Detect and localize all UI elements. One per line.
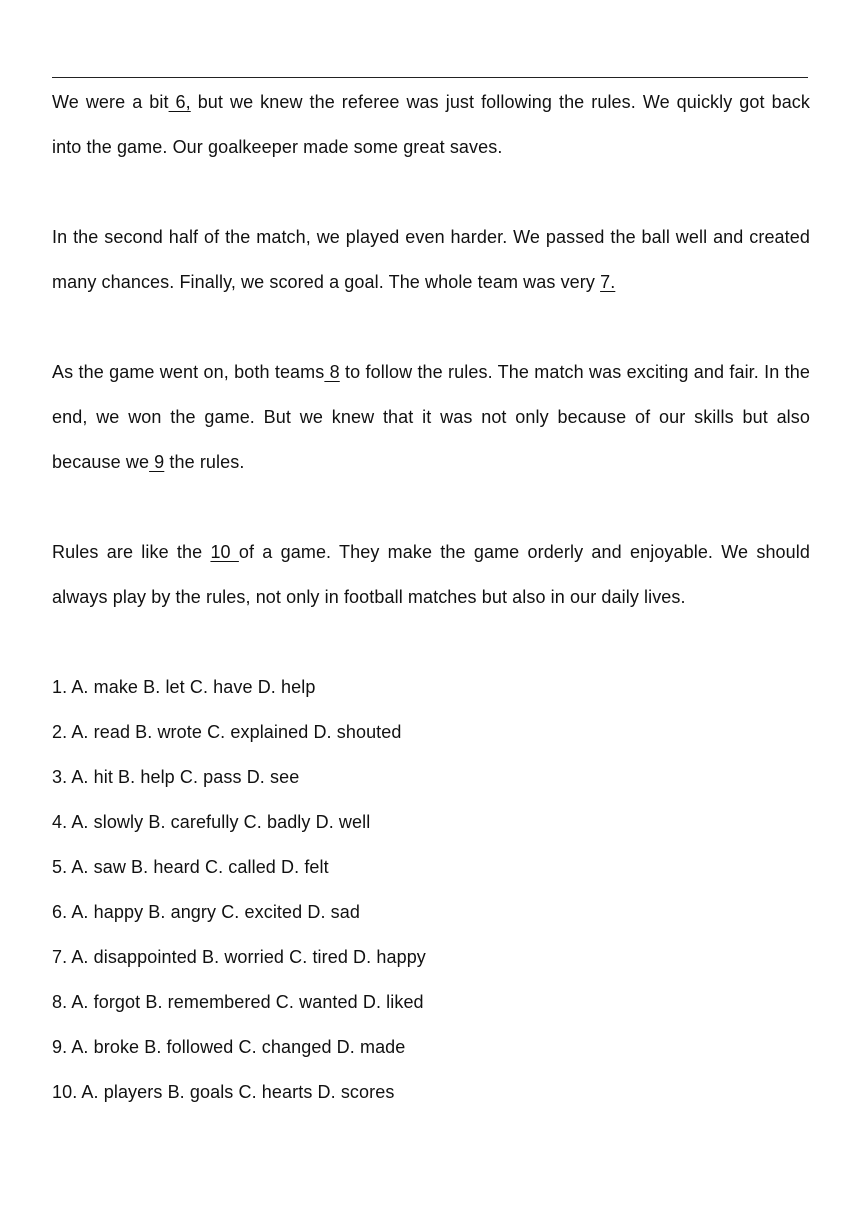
paragraph-text: As the game went on, both teams xyxy=(52,362,325,382)
answer-options-list xyxy=(52,665,810,1115)
document-body xyxy=(52,80,810,1115)
blank-9: 9 xyxy=(149,452,165,472)
blank-6: 6, xyxy=(168,92,191,112)
paragraph-text: of a game. They make the game orderly and enjoyable. We should always play by the rules, not only in football matches but also in our daily lives. xyxy=(52,542,810,607)
blank-10: 10 xyxy=(210,542,239,562)
paragraph-text: We were a bit xyxy=(52,92,169,112)
paragraph-text: Rules are like the xyxy=(52,542,211,562)
passage-paragraph-4 xyxy=(52,530,810,620)
option-line-5: 5. A. saw B. heard C. called D. felt xyxy=(52,857,329,877)
paragraph-text: the rules. xyxy=(164,452,245,472)
paragraph-text: but we knew the referee was just following the rules. We quickly got back into the game. Our goalkeeper made some great saves. xyxy=(52,92,811,157)
option-line-9: 9. A. broke B. followed C. changed D. made xyxy=(52,1037,406,1057)
blank-7: 7. xyxy=(600,272,616,292)
option-line-3: 3. A. hit B. help C. pass D. see xyxy=(52,767,300,787)
top-divider xyxy=(52,77,808,78)
passage-paragraph-1 xyxy=(52,80,810,170)
option-line-2: 2. A. read B. wrote C. explained D. shouted xyxy=(52,722,402,742)
option-line-8: 8. A. forgot B. remembered C. wanted D. liked xyxy=(52,992,424,1012)
blank-8: 8 xyxy=(324,362,340,382)
option-line-7: 7. A. disappointed B. worried C. tired D. happy xyxy=(52,947,426,967)
passage-paragraph-3 xyxy=(52,350,810,485)
option-line-4: 4. A. slowly B. carefully C. badly D. well xyxy=(52,812,371,832)
option-line-1: 1. A. make B. let C. have D. help xyxy=(52,677,316,697)
paragraph-text: to follow the rules. The match was exciting and fair. In the end, we won the game. But we knew that it was not only because of our skills but also because we xyxy=(52,362,810,472)
option-line-10: 10. A. players B. goals C. hearts D. scores xyxy=(52,1082,395,1102)
paragraph-text: In the second half of the match, we played even harder. We passed the ball well and created many chances. Finally, we scored a goal. The whole team was very xyxy=(52,227,810,292)
option-line-6: 6. A. happy B. angry C. excited D. sad xyxy=(52,902,360,922)
passage-paragraph-2 xyxy=(52,215,810,305)
